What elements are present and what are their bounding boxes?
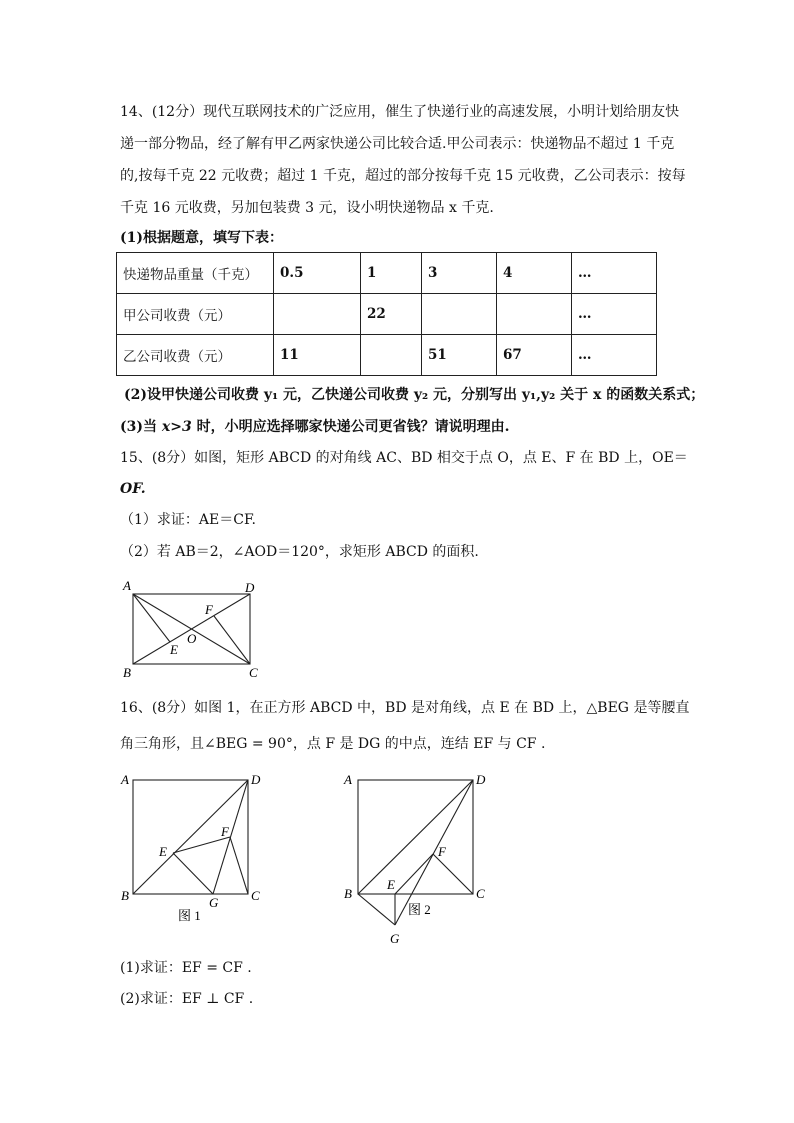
label-b: B (121, 888, 129, 903)
table-row (117, 253, 657, 294)
q16-line-2: 角三角形，且∠BEG = 90°，点 F 是 DG 的中点，连结 EF 与 CF . (120, 736, 546, 752)
table-row (117, 335, 657, 376)
q16-part-2: (2)求证：EF ⊥ CF . (120, 991, 254, 1007)
table-cell: 快递物品重量（千克） (117, 253, 274, 294)
q15-part-2: （2）若 AB＝2，∠AOD＝120°，求矩形 ABCD 的面积. (120, 544, 479, 560)
q16-figure-2 (340, 770, 500, 950)
q15-line-2: OF. (120, 481, 146, 497)
label-a: A (344, 772, 352, 787)
label-d: D (251, 772, 261, 787)
q15-part-1: （1）求证：AE＝CF. (120, 512, 256, 528)
label-g: G (390, 931, 400, 946)
segment-ef (173, 837, 230, 853)
table-cell: 3 (422, 253, 497, 294)
segment-fc (433, 854, 473, 894)
q14-part-3-b: 时，小明应选择哪家快递公司更省钱？请说明理由. (191, 419, 510, 435)
q15-line-1: 15、(8分）如图，矩形 ABCD 的对角线 AC、BD 相交于点 O，点 E、F 在 BD 上，OE＝ (120, 450, 688, 466)
table-cell: 0.5 (274, 253, 361, 294)
q15-rectangle-figure (118, 576, 268, 680)
label-d: D (476, 772, 486, 787)
q16-part-1: (1)求证：EF = CF . (120, 960, 252, 976)
segment-eg (173, 853, 213, 894)
label-c: C (249, 665, 258, 680)
fee-table (116, 252, 657, 376)
q16-line-1: 16、(8分）如图 1，在正方形 ABCD 中，BD 是对角线，点 E 在 BD 上，△BEG 是等腰直 (120, 700, 690, 716)
figure-1-caption: 图 1 (178, 908, 201, 923)
table-cell: 22 (361, 294, 422, 335)
label-b: B (344, 886, 352, 901)
table-cell: 4 (497, 253, 572, 294)
table-cell (274, 294, 361, 335)
label-g: G (209, 895, 219, 910)
table-cell: 51 (422, 335, 497, 376)
table-cell (361, 335, 422, 376)
figure-2-caption: 图 2 (408, 902, 431, 917)
table-cell: 乙公司收费（元） (117, 335, 274, 376)
label-a: A (123, 578, 131, 593)
q14-line-3: 的,按每千克 22 元收费；超过 1 千克，超过的部分按每千克 15 元收费，乙公司表示：按每 (120, 168, 686, 184)
label-e: E (387, 877, 395, 892)
q14-part-1: (1)根据题意，填写下表： (120, 230, 283, 246)
q14-line-4: 千克 16 元收费，另加包装费 3 元，设小明快递物品 x 千克. (120, 200, 494, 216)
q14-part-3 (120, 418, 509, 436)
table-cell (422, 294, 497, 335)
label-a: A (121, 772, 129, 787)
q14-line-2: 递一部分物品，经了解有甲乙两家快递公司比较合适.甲公司表示：快递物品不超过 1 千克 (120, 136, 675, 152)
segment-ae (133, 594, 170, 642)
segment-gd (395, 780, 473, 925)
table-cell: 67 (497, 335, 572, 376)
segment-cf (214, 616, 250, 664)
q14-part-3-a: (3)当 (120, 419, 162, 435)
table-row (117, 294, 657, 335)
label-b: B (123, 665, 131, 680)
label-d: D (245, 580, 255, 595)
q14-part-2: (2)设甲快递公司收费 y₁ 元，乙快递公司收费 y₂ 元，分别写出 y₁,y₂ 关于 x 的函数关系式； (124, 387, 705, 403)
segment-ef (395, 854, 433, 894)
segment-cf (230, 837, 248, 894)
table-cell (497, 294, 572, 335)
label-c: C (251, 888, 260, 903)
label-f: F (221, 824, 229, 839)
table-cell: … (572, 253, 657, 294)
table-cell: 甲公司收费（元） (117, 294, 274, 335)
table-cell: 11 (274, 335, 361, 376)
segment-bg (358, 894, 395, 925)
q14-part-3-var: x>3 (161, 419, 192, 435)
label-f: F (205, 602, 213, 617)
label-f: F (438, 844, 446, 859)
label-e: E (159, 844, 167, 859)
q14-line-1: 14、(12分）现代互联网技术的广泛应用，催生了快递行业的高速发展，小明计划给朋友快 (120, 104, 680, 120)
table-cell: … (572, 335, 657, 376)
q16-figure-1 (118, 770, 278, 930)
label-o: O (187, 631, 197, 646)
label-e: E (170, 642, 178, 657)
label-c: C (476, 886, 485, 901)
table-cell: … (572, 294, 657, 335)
table-cell: 1 (361, 253, 422, 294)
